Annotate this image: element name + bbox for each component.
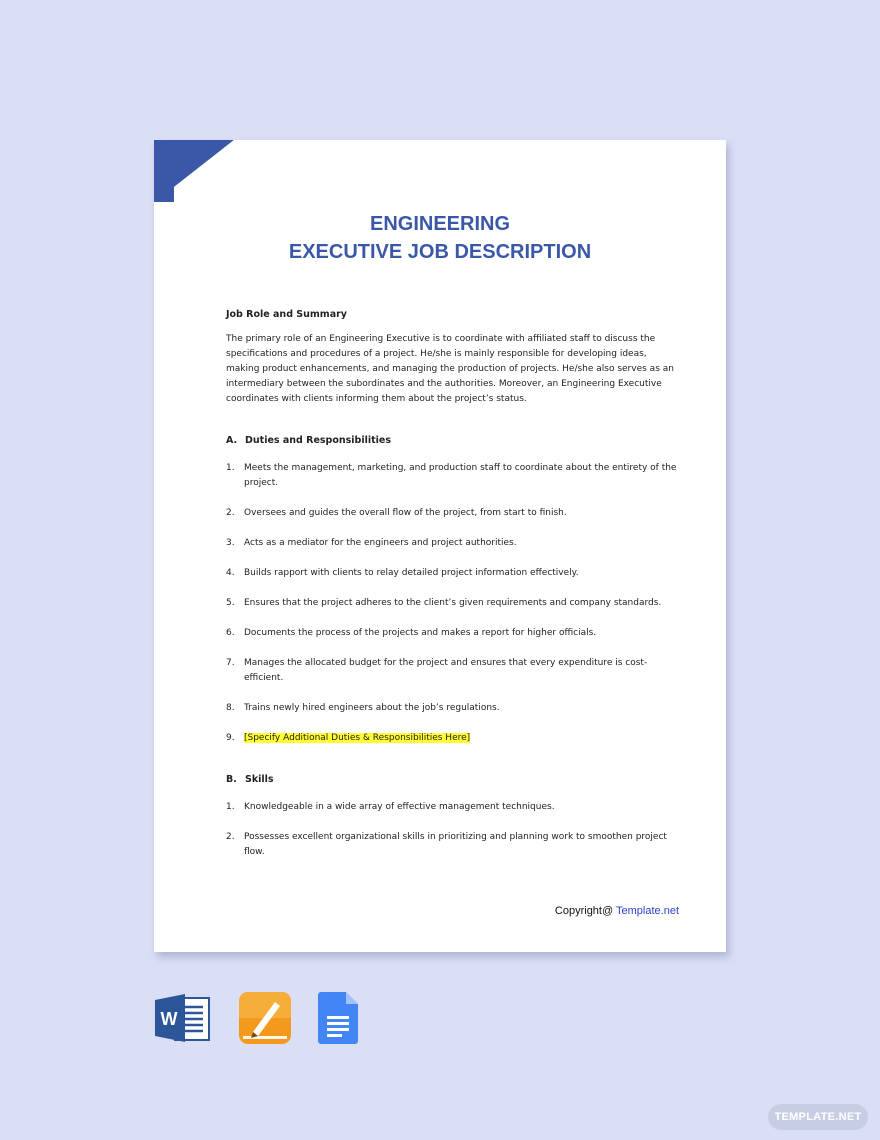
document-body [226,308,681,860]
corner-decoration [154,140,234,202]
copyright-link[interactable]: Template.net [616,905,679,917]
document-title [154,210,726,266]
list-item [226,566,681,581]
item-text: Oversees and guides the overall flow of the project, from start to finish. [244,508,567,518]
item-number: 1. [226,802,235,812]
list-item [226,626,681,641]
list-item [226,596,681,611]
duties-section-heading [226,435,681,446]
skills-section-heading [226,774,681,785]
document-page [154,140,726,952]
list-item [226,536,681,551]
item-number: 5. [226,598,235,608]
item-number: 6. [226,628,235,638]
copyright-label: Copyright@ [554,905,614,917]
item-number: 2. [226,508,235,518]
item-text: Trains newly hired engineers about the job’s regulations. [244,703,500,713]
item-number: 7. [226,658,235,668]
item-text: Builds rapport with clients to relay detailed project information effectively. [244,568,579,578]
item-number: 1. [226,463,235,473]
title-line-1: ENGINEERING [369,213,511,235]
copyright-notice [555,905,679,917]
item-text: Manages the allocated budget for the project and ensures that every expenditure is cost-efficient. [244,658,648,683]
svg-text:W: W [160,1009,178,1029]
item-number: 2. [226,832,235,842]
duties-list [226,461,681,746]
item-text: Documents the process of the projects and makes a report for higher officials. [244,628,597,638]
item-text: Ensures that the project adheres to the client’s given requirements and company standards. [244,598,662,608]
skills-list [226,800,681,860]
placeholder-highlight: [Specify Additional Duties & Responsibilities Here] [244,733,471,743]
section-title: Skills [245,774,274,785]
list-item [226,656,681,686]
item-text: Acts as a mediator for the engineers and project authorities. [244,538,517,548]
item-text: Knowledgeable in a wide array of effective management techniques. [244,802,555,812]
word-icon[interactable] [155,992,211,1044]
item-number: 3. [226,538,235,548]
item-text: Possesses excellent organizational skills in prioritizing and planning work to smoothen project flow. [244,832,667,857]
list-item [226,506,681,521]
section-title: Duties and Responsibilities [245,435,392,446]
section-letter: B. [226,774,237,785]
item-number: 4. [226,568,235,578]
section-letter: A. [226,435,238,446]
google-docs-icon[interactable] [318,992,358,1044]
item-text: Meets the management, marketing, and production staff to coordinate about the entirety of the project. [244,463,677,488]
item-number: 9. [226,733,235,743]
list-item [226,830,681,860]
list-item [226,701,681,716]
list-item [226,800,681,815]
item-number: 8. [226,703,235,713]
summary-text: The primary role of an Engineering Executive is to coordinate with affiliated staff to discuss the specifications and procedures of a project. He/she is mainly responsible for developing ideas, making product enhancements, and managing the production of projects. He/she also serves as an intermediary between the subordinates and the authorities. Moreover, an Engineering Executive coordinates with clients informing them about the project’s status. [226,334,674,404]
template-net-watermark: TEMPLATE.NET [768,1104,868,1130]
summary-heading: Job Role and Summary [226,309,347,320]
list-item [226,731,681,746]
list-item [226,461,681,491]
title-line-2: EXECUTIVE JOB DESCRIPTION [288,241,592,263]
pages-icon[interactable] [239,992,291,1044]
